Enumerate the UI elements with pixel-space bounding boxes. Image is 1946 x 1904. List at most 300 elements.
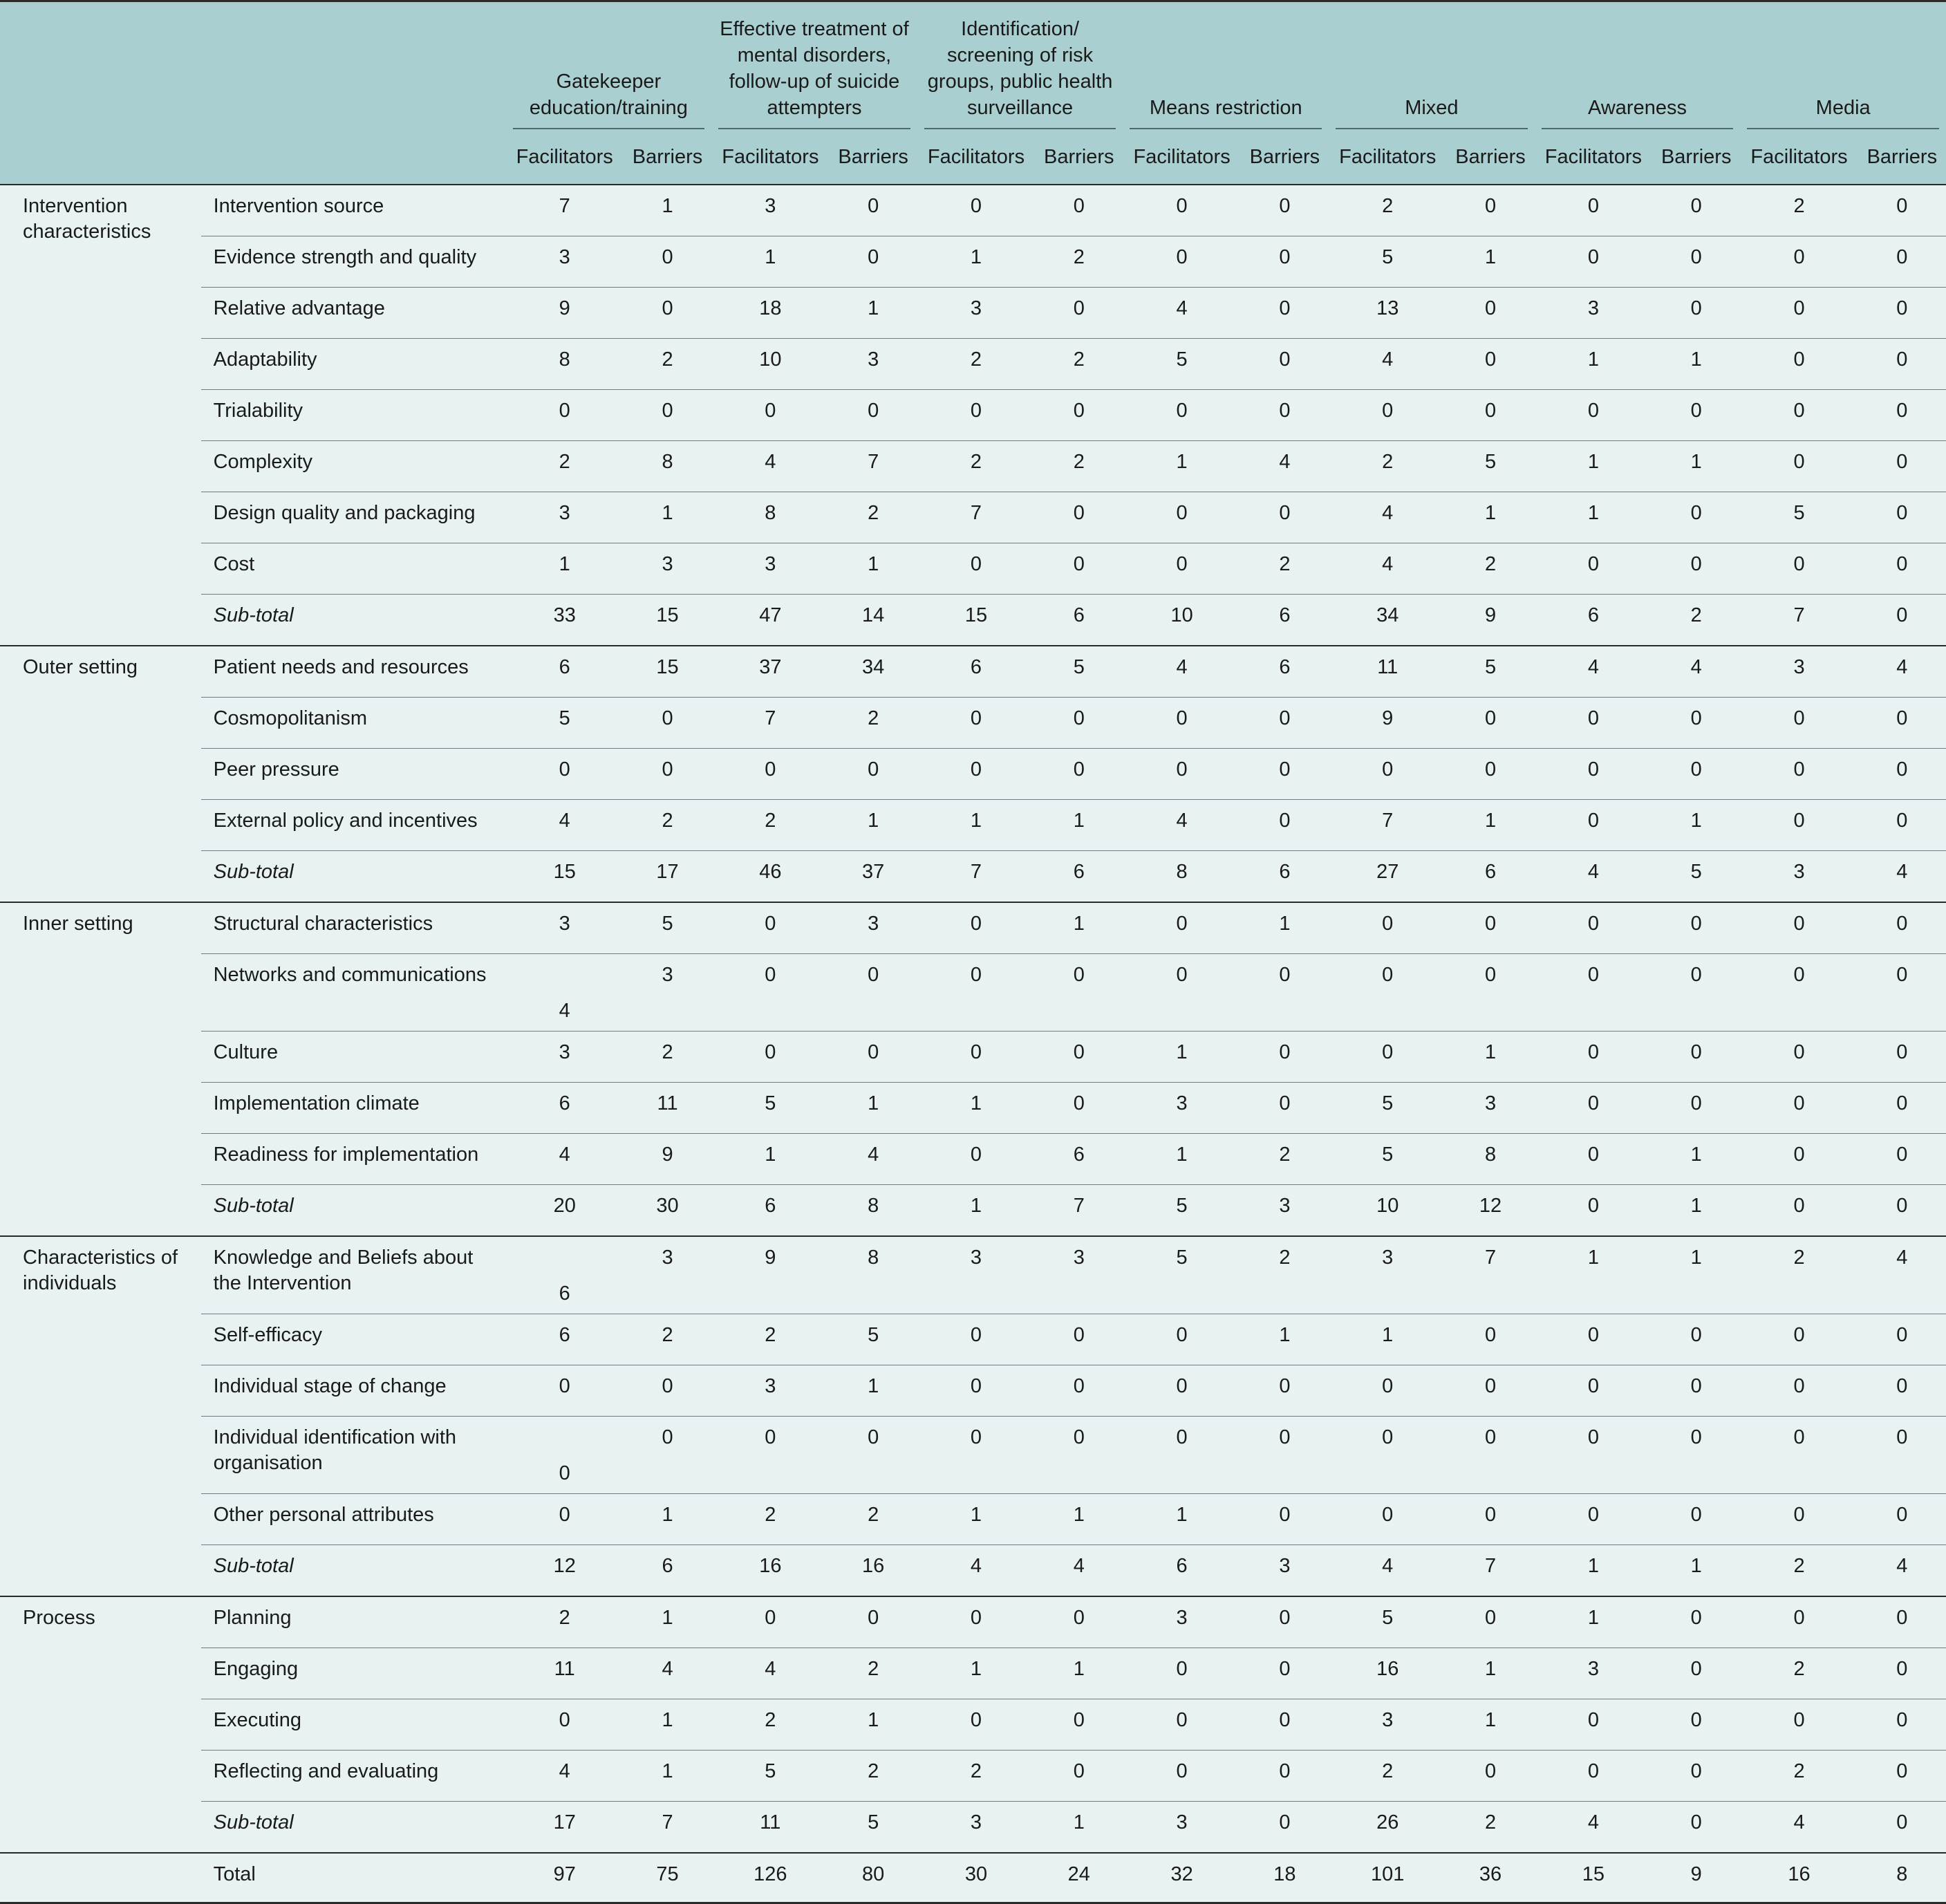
barriers-count: 4	[1858, 646, 1946, 698]
barriers-count: 1	[1035, 800, 1123, 851]
construct-label: External policy and incentives	[201, 800, 506, 851]
barriers-count: 0	[1446, 698, 1534, 749]
facilitators-count: 10	[1329, 1185, 1446, 1237]
facilitators-count: 4	[1123, 800, 1240, 851]
facilitators-count: 0	[1535, 236, 1652, 288]
barriers-count: 0	[1446, 185, 1534, 236]
facilitators-count: 0	[917, 1699, 1035, 1751]
construct-label: Self-efficacy	[201, 1314, 506, 1365]
barriers-count: 1	[830, 288, 917, 339]
facilitators-count: 0	[1123, 1699, 1240, 1751]
facilitators-count: 0	[1329, 1417, 1446, 1494]
barriers-column-header: Barriers	[1241, 142, 1329, 185]
barriers-count: 15	[624, 646, 711, 698]
facilitators-count: 0	[1123, 1314, 1240, 1365]
facilitators-count: 3	[1123, 1802, 1240, 1854]
facilitators-count: 0	[506, 1365, 624, 1417]
facilitators-count: 2	[1329, 441, 1446, 492]
facilitators-count: 2	[711, 1699, 829, 1751]
facilitators-count: 0	[1123, 1365, 1240, 1417]
facilitators-count: 6	[917, 646, 1035, 698]
barriers-column-header: Barriers	[1035, 142, 1123, 185]
barriers-count: 0	[1241, 492, 1329, 543]
table-row	[0, 1365, 1946, 1417]
facilitators-count: 0	[1535, 749, 1652, 800]
barriers-column-header: Barriers	[1446, 142, 1534, 185]
barriers-count: 0	[624, 390, 711, 441]
barriers-count: 1	[1652, 1236, 1740, 1314]
column-group-label: Means restriction	[1130, 95, 1322, 129]
header-blank-construct-sub	[201, 142, 506, 185]
facilitators-count: 1	[1535, 1545, 1652, 1597]
facilitators-count: 0	[1535, 1185, 1652, 1237]
facilitators-count: 0	[1740, 698, 1858, 749]
barriers-count: 6	[1241, 595, 1329, 646]
facilitators-count: 0	[1740, 1185, 1858, 1237]
barriers-count: 2	[1241, 1134, 1329, 1185]
barriers-count: 30	[624, 1185, 711, 1237]
facilitators-count: 1	[1535, 441, 1652, 492]
barriers-count: 2	[830, 1494, 917, 1545]
barriers-count: 0	[1652, 902, 1740, 954]
construct-label: Trialability	[201, 390, 506, 441]
facilitators-count: 0	[1329, 954, 1446, 1032]
facilitators-count: 3	[917, 1236, 1035, 1314]
facilitators-count: 2	[711, 800, 829, 851]
barriers-count: 0	[1446, 902, 1534, 954]
barriers-count: 0	[1035, 543, 1123, 595]
table-header	[0, 1, 1946, 185]
barriers-count: 0	[1858, 902, 1946, 954]
facilitators-count: 5	[1123, 339, 1240, 390]
barriers-count: 0	[1652, 1648, 1740, 1699]
facilitators-count: 0	[1329, 902, 1446, 954]
table-row	[0, 954, 1946, 1032]
facilitators-count: 46	[711, 851, 829, 903]
facilitators-count: 5	[1329, 1134, 1446, 1185]
facilitators-count: 7	[917, 492, 1035, 543]
table-row	[0, 390, 1946, 441]
facilitators-count: 3	[506, 492, 624, 543]
barriers-count: 0	[830, 390, 917, 441]
facilitators-count: 0	[1740, 902, 1858, 954]
barriers-count: 5	[830, 1802, 917, 1854]
subtotal-row	[0, 1802, 1946, 1854]
total-barriers-count: 75	[624, 1853, 711, 1903]
facilitators-count: 11	[1329, 646, 1446, 698]
facilitators-count: 2	[506, 441, 624, 492]
barriers-count: 1	[830, 800, 917, 851]
facilitators-count: 0	[1740, 1417, 1858, 1494]
facilitators-count: 1	[917, 1083, 1035, 1134]
barriers-count: 0	[1446, 339, 1534, 390]
column-group-header	[1535, 1, 1741, 142]
facilitators-count: 0	[1535, 1751, 1652, 1802]
subtotal-row	[0, 595, 1946, 646]
barriers-count: 0	[1241, 1699, 1329, 1751]
barriers-count: 0	[1241, 185, 1329, 236]
construct-label: Relative advantage	[201, 288, 506, 339]
header-blank-domain-sub	[0, 142, 201, 185]
barriers-count: 0	[1652, 1083, 1740, 1134]
domain-label: Intervention characteristics	[0, 185, 201, 646]
facilitators-count: 2	[917, 441, 1035, 492]
barriers-count: 0	[1035, 954, 1123, 1032]
facilitators-count: 1	[1535, 1236, 1652, 1314]
barriers-count: 7	[1035, 1185, 1123, 1237]
barriers-count: 0	[1858, 1751, 1946, 1802]
barriers-count: 0	[1858, 441, 1946, 492]
facilitators-count: 11	[711, 1802, 829, 1854]
barriers-count: 0	[1241, 800, 1329, 851]
facilitators-count: 4	[711, 441, 829, 492]
barriers-count: 0	[1652, 1032, 1740, 1083]
barriers-count: 0	[830, 1032, 917, 1083]
facilitators-count: 4	[1329, 543, 1446, 595]
facilitators-count: 6	[506, 1083, 624, 1134]
construct-label: Culture	[201, 1032, 506, 1083]
barriers-count: 0	[1035, 185, 1123, 236]
barriers-column-header: Barriers	[624, 142, 711, 185]
column-group-header	[1740, 1, 1946, 142]
facilitators-column-header: Facilitators	[711, 142, 829, 185]
barriers-count: 0	[1241, 1032, 1329, 1083]
total-facilitators-count: 16	[1740, 1853, 1858, 1903]
facilitators-count: 0	[1740, 1596, 1858, 1648]
facilitators-count: 3	[506, 902, 624, 954]
subtotal-row	[0, 851, 1946, 903]
facilitators-count: 5	[1329, 236, 1446, 288]
barriers-count: 1	[1652, 339, 1740, 390]
total-facilitators-count: 97	[506, 1853, 624, 1903]
table-row	[0, 1083, 1946, 1134]
construct-label: Readiness for implementation	[201, 1134, 506, 1185]
construct-label: Evidence strength and quality	[201, 236, 506, 288]
facilitators-count: 3	[917, 288, 1035, 339]
table-row	[0, 1417, 1946, 1494]
facilitators-count: 8	[711, 492, 829, 543]
facilitators-count: 0	[711, 954, 829, 1032]
facilitators-count: 0	[1123, 1417, 1240, 1494]
barriers-count: 0	[1858, 1648, 1946, 1699]
facilitators-count: 6	[506, 646, 624, 698]
barriers-count: 8	[830, 1185, 917, 1237]
facilitators-count: 6	[506, 1314, 624, 1365]
facilitators-count: 0	[711, 1032, 829, 1083]
facilitators-count: 1	[1329, 1314, 1446, 1365]
table-body	[0, 185, 1946, 1903]
facilitators-count: 3	[711, 543, 829, 595]
table-row	[0, 1699, 1946, 1751]
total-barriers-count: 36	[1446, 1853, 1534, 1903]
facilitators-count: 0	[1123, 749, 1240, 800]
construct-label: Individual stage of change	[201, 1365, 506, 1417]
facilitators-count: 0	[917, 1032, 1035, 1083]
barriers-count: 0	[830, 236, 917, 288]
construct-label: Cost	[201, 543, 506, 595]
barriers-count: 15	[624, 595, 711, 646]
facilitators-count: 6	[506, 1236, 624, 1314]
construct-label: Complexity	[201, 441, 506, 492]
construct-label: Reflecting and evaluating	[201, 1751, 506, 1802]
barriers-count: 0	[1652, 698, 1740, 749]
barriers-count: 0	[1652, 1314, 1740, 1365]
barriers-count: 6	[1035, 595, 1123, 646]
facilitators-count: 0	[1740, 390, 1858, 441]
facilitators-count: 4	[1123, 288, 1240, 339]
barriers-count: 4	[1241, 441, 1329, 492]
barriers-count: 1	[1035, 1494, 1123, 1545]
facilitators-count: 4	[917, 1545, 1035, 1597]
barriers-count: 0	[1652, 1417, 1740, 1494]
construct-label: Implementation climate	[201, 1083, 506, 1134]
barriers-count: 0	[1035, 1751, 1123, 1802]
barriers-count: 11	[624, 1083, 711, 1134]
total-label: Total	[201, 1853, 506, 1903]
facilitators-count: 2	[711, 1494, 829, 1545]
barriers-count: 0	[1858, 185, 1946, 236]
barriers-count: 1	[624, 492, 711, 543]
table-row	[0, 339, 1946, 390]
total-barriers-count: 9	[1652, 1853, 1740, 1903]
barriers-count: 0	[1858, 1083, 1946, 1134]
facilitators-column-header: Facilitators	[1329, 142, 1446, 185]
facilitators-column-header: Facilitators	[917, 142, 1035, 185]
barriers-count: 0	[1241, 1751, 1329, 1802]
table-row	[0, 441, 1946, 492]
table-row	[0, 1596, 1946, 1648]
barriers-column-header: Barriers	[1652, 142, 1740, 185]
total-facilitators-count: 30	[917, 1853, 1035, 1903]
facilitators-count: 8	[1123, 851, 1240, 903]
barriers-count: 7	[624, 1802, 711, 1854]
facilitators-count: 0	[1535, 543, 1652, 595]
barriers-count: 0	[1241, 954, 1329, 1032]
facilitators-count: 0	[711, 1596, 829, 1648]
barriers-count: 0	[1241, 236, 1329, 288]
barriers-count: 1	[624, 1596, 711, 1648]
facilitators-column-header: Facilitators	[1740, 142, 1858, 185]
barriers-count: 0	[1652, 1494, 1740, 1545]
facilitators-count: 3	[506, 1032, 624, 1083]
total-facilitators-count: 126	[711, 1853, 829, 1903]
facilitators-count: 0	[711, 390, 829, 441]
header-group-row	[0, 1, 1946, 142]
facilitators-count: 0	[917, 543, 1035, 595]
facilitators-count: 5	[1123, 1185, 1240, 1237]
construct-label: Intervention source	[201, 185, 506, 236]
barriers-count: 6	[1241, 851, 1329, 903]
facilitators-count: 0	[1535, 698, 1652, 749]
facilitators-count: 0	[1740, 1083, 1858, 1134]
barriers-count: 3	[1241, 1545, 1329, 1597]
barriers-count: 1	[830, 1699, 917, 1751]
barriers-count: 2	[1035, 236, 1123, 288]
facilitators-count: 9	[506, 288, 624, 339]
facilitators-count: 1	[711, 1134, 829, 1185]
facilitators-count: 4	[711, 1648, 829, 1699]
barriers-count: 0	[830, 185, 917, 236]
barriers-count: 0	[1858, 1314, 1946, 1365]
barriers-count: 0	[1858, 1596, 1946, 1648]
table-row	[0, 1134, 1946, 1185]
subtotal-label: Sub-total	[201, 851, 506, 903]
barriers-count: 0	[1035, 288, 1123, 339]
facilitators-column-header: Facilitators	[1535, 142, 1652, 185]
barriers-count: 12	[1446, 1185, 1534, 1237]
barriers-count: 0	[1858, 1699, 1946, 1751]
facilitators-count: 27	[1329, 851, 1446, 903]
facilitators-count: 0	[711, 1417, 829, 1494]
barriers-count: 0	[1858, 1365, 1946, 1417]
column-group-label: Identification/ screening of risk groups, public health surveillance	[924, 16, 1116, 129]
barriers-count: 1	[1652, 800, 1740, 851]
facilitators-count: 4	[1329, 1545, 1446, 1597]
facilitators-count: 2	[1329, 1751, 1446, 1802]
facilitators-count: 0	[1123, 492, 1240, 543]
facilitators-column-header: Facilitators	[506, 142, 624, 185]
barriers-count: 14	[830, 595, 917, 646]
barriers-count: 1	[1446, 236, 1534, 288]
facilitators-count: 5	[711, 1751, 829, 1802]
facilitators-count: 0	[1740, 339, 1858, 390]
barriers-count: 0	[1035, 390, 1123, 441]
facilitators-count: 7	[1329, 800, 1446, 851]
barriers-count: 1	[1652, 441, 1740, 492]
barriers-count: 0	[624, 1417, 711, 1494]
barriers-count: 0	[1858, 1417, 1946, 1494]
facilitators-count: 2	[1740, 1648, 1858, 1699]
total-facilitators-count: 101	[1329, 1853, 1446, 1903]
barriers-count: 0	[1241, 698, 1329, 749]
barriers-count: 4	[1858, 1236, 1946, 1314]
barriers-count: 0	[1652, 954, 1740, 1032]
domain-label: Characteristics of individuals	[0, 1236, 201, 1596]
facilitators-count: 6	[1123, 1545, 1240, 1597]
facilitators-count: 4	[506, 800, 624, 851]
facilitators-count: 3	[711, 185, 829, 236]
column-group-header	[711, 1, 917, 142]
facilitators-count: 4	[506, 1134, 624, 1185]
barriers-count: 2	[1446, 1802, 1534, 1854]
barriers-count: 0	[1652, 749, 1740, 800]
barriers-count: 9	[624, 1134, 711, 1185]
facilitators-count: 2	[1740, 1545, 1858, 1597]
barriers-count: 0	[1652, 390, 1740, 441]
table-row	[0, 492, 1946, 543]
header-blank-domain	[0, 1, 201, 142]
subtotal-row	[0, 1545, 1946, 1597]
barriers-count: 0	[1035, 492, 1123, 543]
construct-label: Peer pressure	[201, 749, 506, 800]
barriers-count: 0	[1035, 749, 1123, 800]
facilitators-count: 13	[1329, 288, 1446, 339]
subtotal-label: Sub-total	[201, 595, 506, 646]
barriers-count: 3	[1035, 1236, 1123, 1314]
facilitators-count: 4	[1329, 492, 1446, 543]
facilitators-count: 0	[1535, 390, 1652, 441]
facilitators-count: 0	[1535, 902, 1652, 954]
construct-label: Engaging	[201, 1648, 506, 1699]
facilitators-count: 0	[917, 1314, 1035, 1365]
facilitators-count: 12	[506, 1545, 624, 1597]
barriers-count: 6	[1035, 1134, 1123, 1185]
barriers-count: 1	[624, 1699, 711, 1751]
facilitators-count: 4	[506, 954, 624, 1032]
construct-label: Design quality and packaging	[201, 492, 506, 543]
facilitators-count: 9	[711, 1236, 829, 1314]
barriers-count: 4	[1035, 1545, 1123, 1597]
barriers-count: 0	[1446, 749, 1534, 800]
barriers-count: 0	[1858, 288, 1946, 339]
facilitators-count: 15	[917, 595, 1035, 646]
facilitators-count: 0	[1329, 749, 1446, 800]
barriers-count: 0	[1652, 543, 1740, 595]
barriers-count: 5	[1652, 851, 1740, 903]
table-row	[0, 800, 1946, 851]
facilitators-count: 0	[917, 1417, 1035, 1494]
barriers-count: 7	[1446, 1545, 1534, 1597]
facilitators-count: 0	[1740, 441, 1858, 492]
barriers-count: 8	[830, 1236, 917, 1314]
barriers-count: 6	[1035, 851, 1123, 903]
barriers-count: 0	[1446, 288, 1534, 339]
barriers-count: 1	[1446, 1648, 1534, 1699]
subtotal-label: Sub-total	[201, 1545, 506, 1597]
barriers-count: 8	[624, 441, 711, 492]
subtotal-row	[0, 1185, 1946, 1237]
facilitators-count: 0	[506, 1494, 624, 1545]
barriers-count: 4	[1858, 1545, 1946, 1597]
barriers-count: 5	[1035, 646, 1123, 698]
total-blank	[0, 1853, 201, 1903]
facilitators-count: 3	[1535, 288, 1652, 339]
header-sub-row	[0, 142, 1946, 185]
total-row	[0, 1853, 1946, 1903]
barriers-count: 0	[1446, 1365, 1534, 1417]
facilitators-count: 2	[1740, 1751, 1858, 1802]
total-facilitators-count: 32	[1123, 1853, 1240, 1903]
barriers-count: 0	[1241, 1083, 1329, 1134]
facilitators-count: 2	[1329, 185, 1446, 236]
barriers-count: 0	[1035, 1596, 1123, 1648]
barriers-count: 2	[1035, 441, 1123, 492]
barriers-column-header: Barriers	[830, 142, 917, 185]
barriers-count: 0	[1652, 1596, 1740, 1648]
barriers-count: 0	[1035, 1032, 1123, 1083]
facilitators-count: 4	[1535, 851, 1652, 903]
facilitators-count: 3	[1123, 1596, 1240, 1648]
barriers-count: 0	[1241, 1802, 1329, 1854]
column-group-header	[506, 1, 712, 142]
barriers-count: 0	[1652, 492, 1740, 543]
facilitators-count: 33	[506, 595, 624, 646]
barriers-count: 8	[1446, 1134, 1534, 1185]
barriers-count: 2	[830, 1751, 917, 1802]
barriers-count: 1	[830, 1083, 917, 1134]
barriers-count: 0	[1241, 749, 1329, 800]
table-row	[0, 1494, 1946, 1545]
facilitators-count: 0	[1740, 954, 1858, 1032]
barriers-count: 0	[1858, 236, 1946, 288]
barriers-count: 1	[1241, 902, 1329, 954]
facilitators-count: 4	[1535, 1802, 1652, 1854]
barriers-count: 0	[1035, 1314, 1123, 1365]
facilitators-count: 16	[1329, 1648, 1446, 1699]
barriers-count: 2	[1446, 543, 1534, 595]
facilitators-count: 1	[1123, 1134, 1240, 1185]
facilitators-count: 6	[711, 1185, 829, 1237]
